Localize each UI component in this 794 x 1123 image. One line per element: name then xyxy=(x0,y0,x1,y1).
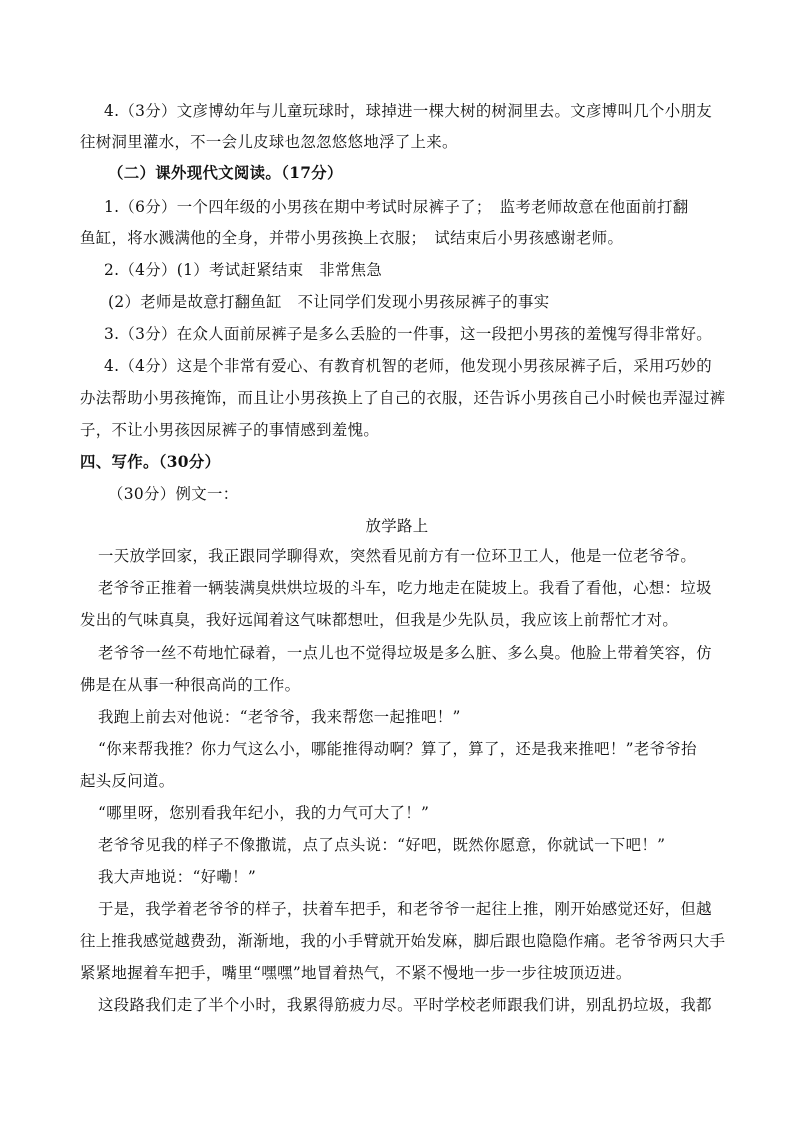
essay-line: “哪里呀，您别看我年纪小，我的力气可大了！” xyxy=(98,804,430,822)
answer-line: 4.（3分）文彦博幼年与儿童玩球时，球掉进一棵大树的树洞里去。文彦博叫几个小朋友 xyxy=(104,102,712,120)
essay-line: 我跑上前去对他说：“老爷爷，我来帮您一起推吧！” xyxy=(98,708,461,726)
answer-line: 办法帮助小男孩掩饰，而且让小男孩换上了自己的衣服，还告诉小男孩自己小时候也弄湿过裤 xyxy=(80,389,726,407)
answer-line: 子，不让小男孩因尿裤子的事情感到羞愧。 xyxy=(80,421,380,439)
answer-line: （30分）例文一： xyxy=(108,485,239,503)
essay-line: 佛是在从事一种很高尚的工作。 xyxy=(80,676,301,694)
answer-line: 3.（3分）在众人面前尿裤子是多么丢脸的一件事，这一段把小男孩的羞愧写得非常好。 xyxy=(104,325,712,343)
essay-line: “你来帮我推？你力气这么小，哪能推得动啊？算了，算了，还是我来推吧！”老爷爷抬 xyxy=(98,740,697,758)
essay-line: 我大声地说：“好嘞！” xyxy=(98,868,257,886)
essay-line: 这段路我们走了半个小时，我累得筋疲力尽。平时学校老师跟我们讲，别乱扔垃圾，我都 xyxy=(98,996,712,1014)
essay-line: 老爷爷见我的样子不像撒谎，点了点头说：“好吧，既然你愿意，你就试一下吧！” xyxy=(98,836,666,854)
essay-line: 一天放学回家，我正跟同学聊得欢，突然看见前方有一位环卫工人，他是一位老爷爷。 xyxy=(98,547,697,565)
essay-title: 放学路上 xyxy=(365,517,429,535)
answer-line: 1.（6分）一个四年级的小男孩在期中考试时尿裤子了； 监考老师故意在他面前打翻 xyxy=(104,198,689,216)
essay-line: 老爷爷正推着一辆装满臭烘烘垃圾的斗车，吃力地走在陡坡上。我看了看他，心想：垃圾 xyxy=(98,579,712,597)
section-heading: 四、写作。（30分） xyxy=(80,453,221,471)
essay-line: 往上推我感觉越费劲，渐渐地，我的小手臂就开始发麻，脚后跟也隐隐作痛。老爷爷两只大手 xyxy=(80,932,726,950)
essay-line: 起头反问道。 xyxy=(80,772,175,790)
answer-line: (2）老师是故意打翻鱼缸 不让同学们发现小男孩尿裤子的事实 xyxy=(108,293,550,311)
answer-line: 鱼缸，将水溅满他的全身，并带小男孩换上衣服； 试结束后小男孩感谢老师。 xyxy=(80,229,624,247)
essay-line: 发出的气味真臭，我好远闻着这气味都想吐，但我是少先队员，我应该上前帮忙才对。 xyxy=(80,611,679,629)
essay-line: 于是，我学着老爷爷的样子，扶着车把手，和老爷爷一起往上推，刚开始感觉还好，但越 xyxy=(98,900,712,918)
answer-line: 2.（4分）(1）考试赶紧结束 非常焦急 xyxy=(104,261,383,279)
essay-line: 紧紧地握着车把手，嘴里“嘿嘿”地冒着热气，不紧不慢地一步一步往坡顶迈进。 xyxy=(80,964,632,982)
answer-line: 4.（4分）这是个非常有爱心、有教育机智的老师，他发现小男孩尿裤子后，采用巧妙的 xyxy=(104,357,712,375)
essay-line: 老爷爷一丝不苟地忙碌着，一点儿也不觉得垃圾是多么脏、多么臭。他脸上带着笑容，仿 xyxy=(98,644,712,662)
section-heading: （二）课外现代文阅读。（17分） xyxy=(108,164,343,182)
answer-line: 往树洞里灌水，不一会儿皮球也忽忽悠悠地浮了上来。 xyxy=(80,133,458,151)
